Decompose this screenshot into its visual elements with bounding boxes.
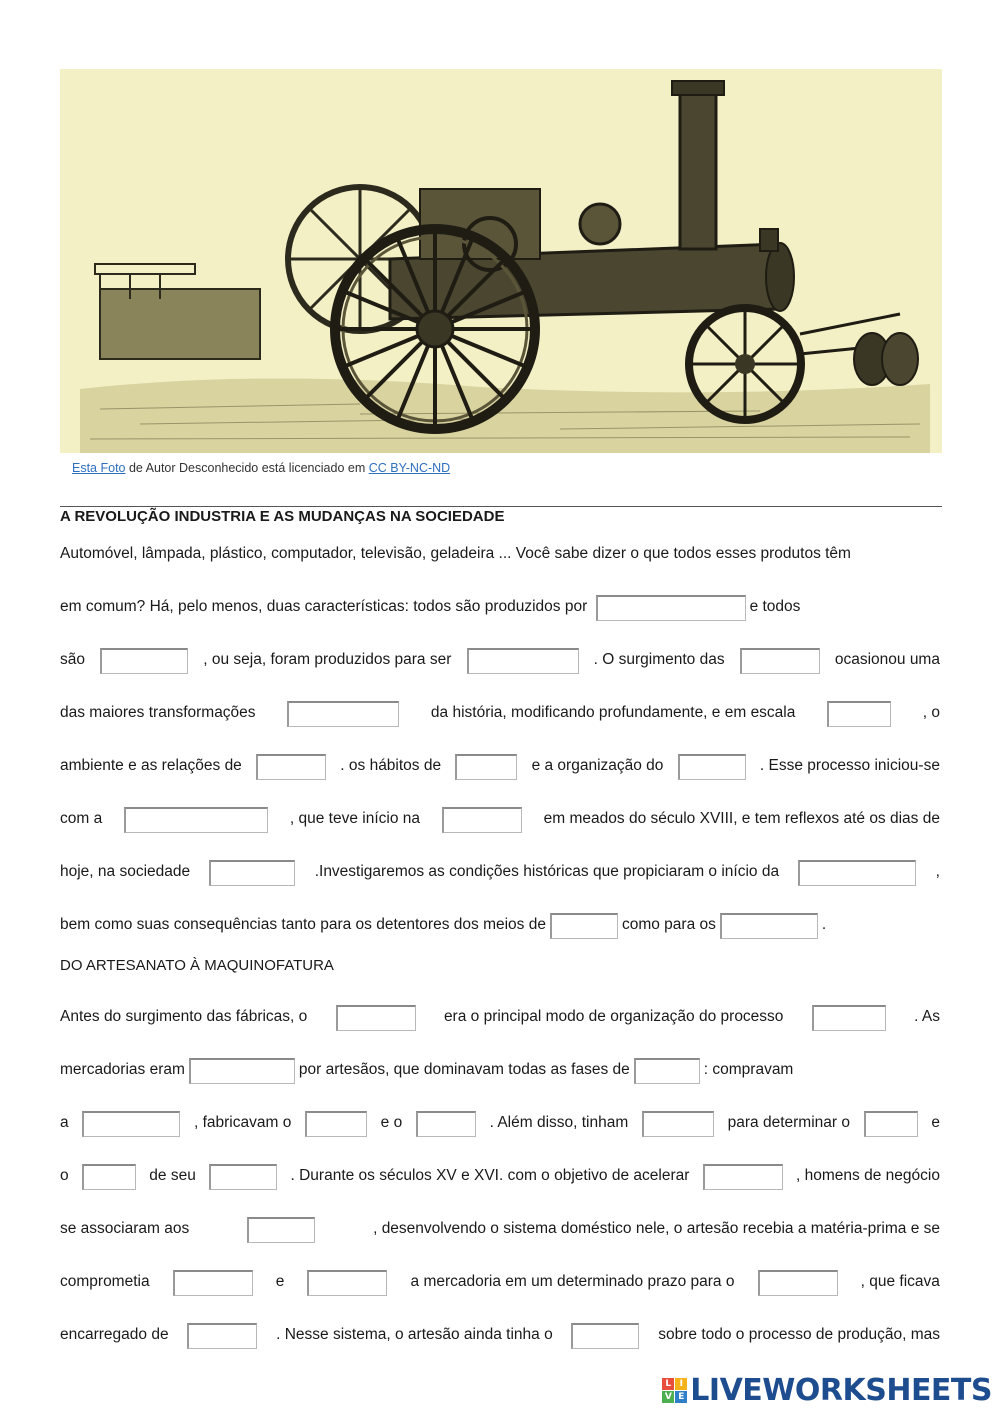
answer-input[interactable]: [209, 860, 295, 886]
answer-input[interactable]: [100, 648, 188, 674]
answer-input[interactable]: [798, 860, 916, 886]
answer-input[interactable]: [336, 1005, 416, 1031]
answer-input[interactable]: [864, 1111, 918, 1137]
answer-input[interactable]: [455, 754, 517, 780]
answer-input[interactable]: [124, 807, 268, 833]
answer-input[interactable]: [247, 1217, 315, 1243]
answer-input[interactable]: [740, 648, 820, 674]
text-line: Automóvel, lâmpada, plástico, computador, televisão, geladeira ... Você sabe dizer o que todos esses produtos têm: [60, 545, 851, 562]
answer-input[interactable]: [416, 1111, 476, 1137]
section-title: DO ARTESANATO À MAQUINOFATURA: [60, 957, 334, 974]
text-line: em comum? Há, pelo menos, duas características: todos são produzidos por e todos: [60, 593, 800, 621]
text-line: das maiores transformações da história, modificando profundamente, e em escala , o: [60, 699, 940, 727]
license-link[interactable]: CC BY-NC-ND: [368, 461, 451, 475]
answer-input[interactable]: [82, 1164, 136, 1190]
answer-input[interactable]: [307, 1270, 387, 1296]
logo-icon: L I V E: [662, 1378, 687, 1403]
brand-name: LIVEWORKSHEETS: [690, 1372, 992, 1408]
answer-input[interactable]: [209, 1164, 277, 1190]
answer-input[interactable]: [812, 1005, 886, 1031]
text-line: bem como suas consequências tanto para os detentores dos meios de como para os .: [60, 911, 826, 939]
section-title: A REVOLUÇÃO INDUSTRIA E AS MUDANÇAS NA SOCIEDADE: [60, 508, 505, 525]
credit-text: de Autor Desconhecido está licenciado em: [125, 461, 369, 475]
photo-link[interactable]: Esta Foto: [72, 461, 126, 475]
image-credit: [72, 461, 450, 475]
answer-input[interactable]: [720, 913, 818, 939]
text-line: hoje, na sociedade .Investigaremos as condições históricas que propiciaram o início da ,: [60, 858, 940, 886]
answer-input[interactable]: [596, 595, 746, 621]
answer-input[interactable]: [678, 754, 746, 780]
answer-input[interactable]: [287, 701, 399, 727]
text-line: ambiente e as relações de . os hábitos de e a organização do . Esse processo iniciou-se: [60, 752, 940, 780]
answer-input[interactable]: [82, 1111, 180, 1137]
answer-input[interactable]: [189, 1058, 295, 1084]
text-line: mercadorias eram por artesãos, que dominavam todas as fases de : compravam: [60, 1056, 793, 1084]
text-line: se associaram aos , desenvolvendo o sistema doméstico nele, o artesão recebia a matéria-prima e se: [60, 1215, 940, 1243]
text-line: comprometia e a mercadoria em um determinado prazo para o , que ficava: [60, 1268, 940, 1296]
answer-input[interactable]: [703, 1164, 783, 1190]
text-line: Antes do surgimento das fábricas, o era o principal modo de organização do processo . As: [60, 1003, 940, 1031]
answer-input[interactable]: [642, 1111, 714, 1137]
answer-input[interactable]: [758, 1270, 838, 1296]
answer-input[interactable]: [442, 807, 522, 833]
answer-input[interactable]: [827, 701, 891, 727]
text-line: a , fabricavam o e o . Além disso, tinham para determinar o e: [60, 1109, 940, 1137]
answer-input[interactable]: [256, 754, 326, 780]
steam-traction-engine-illustration: [60, 69, 942, 453]
liveworksheets-logo: [662, 1373, 992, 1407]
divider: [60, 506, 942, 507]
answer-input[interactable]: [305, 1111, 367, 1137]
answer-input[interactable]: [173, 1270, 253, 1296]
text-line: encarregado de . Nesse sistema, o artesão ainda tinha o sobre todo o processo de produção, mas: [60, 1321, 940, 1349]
text-line: são , ou seja, foram produzidos para ser . O surgimento das ocasionou uma: [60, 646, 940, 674]
text-line: com a , que teve início na em meados do século XVIII, e tem reflexos até os dias de: [60, 805, 940, 833]
answer-input[interactable]: [571, 1323, 639, 1349]
answer-input[interactable]: [550, 913, 618, 939]
answer-input[interactable]: [187, 1323, 257, 1349]
text-line: o de seu . Durante os séculos XV e XVI. com o objetivo de acelerar , homens de negócio: [60, 1162, 940, 1190]
answer-input[interactable]: [467, 648, 579, 674]
answer-input[interactable]: [634, 1058, 700, 1084]
